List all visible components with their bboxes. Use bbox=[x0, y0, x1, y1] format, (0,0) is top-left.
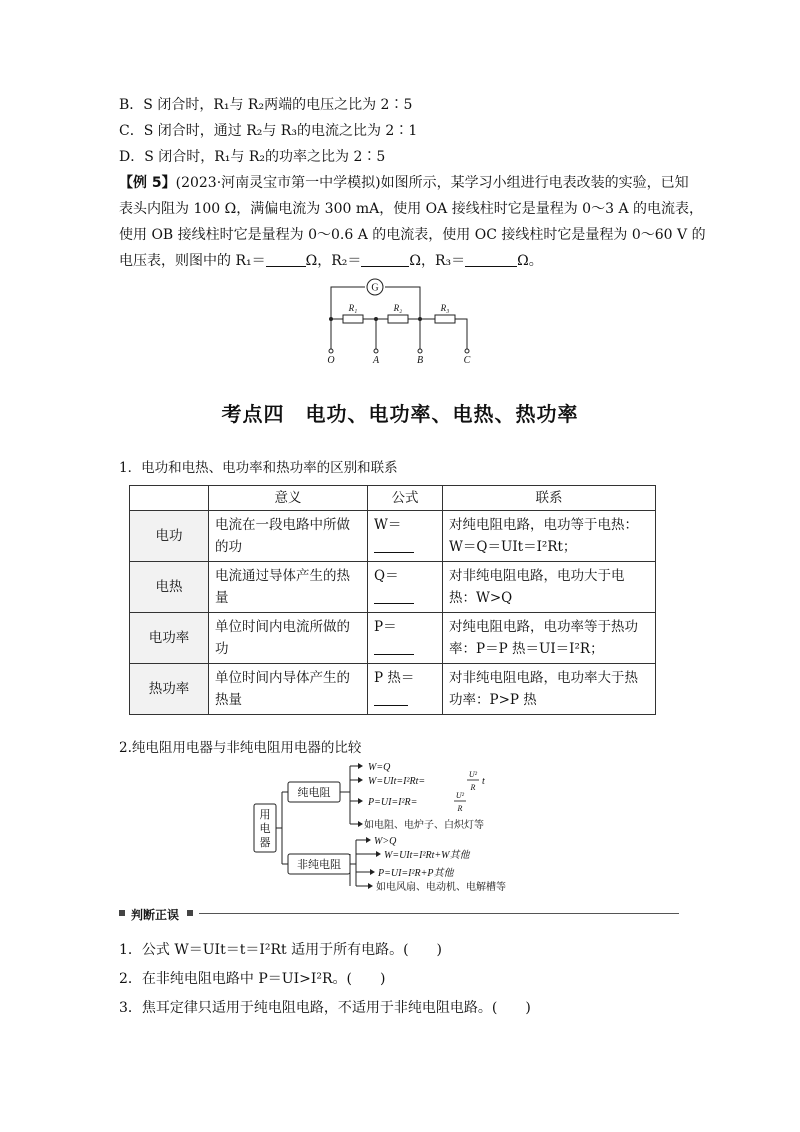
formula-blank[interactable] bbox=[374, 603, 414, 604]
row-relation: 对非纯电阻电路，电功大于电热：W>Q bbox=[443, 562, 656, 613]
table-row bbox=[130, 562, 656, 613]
formula-text: W＝ bbox=[374, 517, 402, 533]
pure-frac-den-1: R bbox=[470, 783, 476, 792]
terminal-c-label: C bbox=[463, 355, 471, 365]
table-row bbox=[130, 613, 656, 664]
table-header-row bbox=[130, 486, 656, 511]
galvanometer-label: G bbox=[371, 282, 379, 294]
subsection-1-title: 1．电功和电热、电功率和热功率的区别和联系 bbox=[119, 460, 398, 476]
row-name: 电功率 bbox=[130, 613, 209, 664]
pure-item-1: W=Q bbox=[368, 762, 391, 773]
terminal-a bbox=[374, 349, 378, 353]
divider bbox=[199, 913, 679, 914]
judge-header bbox=[119, 906, 679, 922]
table-header-cell: 公式 bbox=[368, 486, 443, 511]
r2-label: R₂ bbox=[393, 303, 403, 313]
option-d: D．S 闭合时，R₁与 R₂的功率之比为 2∶5 bbox=[119, 149, 386, 165]
root-char-3: 器 bbox=[259, 837, 271, 849]
terminal-o bbox=[329, 349, 333, 353]
terminal-o-label: O bbox=[327, 355, 335, 365]
example-tag: 【例 5】 bbox=[119, 175, 176, 191]
wire-right-top bbox=[385, 287, 420, 319]
judge-item-3: 3．焦耳定律只适用于纯电阻电路，不适用于非纯电阻电路。( ) bbox=[119, 1000, 531, 1016]
example-line-3: 使用 OB 接线柱时它是量程为 0～0.6 A 的电流表，使用 OC 接线柱时它是量程为 0～60 V 的 bbox=[119, 227, 706, 243]
terminal-c bbox=[465, 349, 469, 353]
example-line-4 bbox=[119, 251, 543, 271]
answer-blank-r2[interactable] bbox=[361, 266, 409, 267]
nonpure-item-3: P=UI=I²R+P其他 bbox=[378, 868, 454, 879]
formula-blank[interactable] bbox=[374, 705, 408, 706]
table-header-cell: 意义 bbox=[209, 486, 368, 511]
resistor-r1 bbox=[343, 315, 363, 323]
root-char-1: 用 bbox=[259, 809, 271, 821]
table-row bbox=[130, 664, 656, 715]
pure-item-4: 如电阻、电炉子、白炽灯等 bbox=[364, 820, 484, 831]
row-meaning: 电流在一段电路中所做的功 bbox=[209, 511, 368, 562]
row-relation: 对非纯电阻电路，电功率大于热功率：P>P 热 bbox=[443, 664, 656, 715]
pure-item-2: W=UIt=I²Rt= bbox=[368, 776, 426, 787]
section-title: 考点四 电功、电功率、电热、热功率 bbox=[221, 402, 579, 426]
example-text-4d: Ω。 bbox=[517, 253, 543, 269]
square-bullet-icon bbox=[119, 910, 125, 916]
row-name: 热功率 bbox=[130, 664, 209, 715]
circuit-diagram bbox=[315, 275, 495, 365]
example-text-4c: Ω，R₃＝ bbox=[409, 253, 466, 269]
formula-text: P＝ bbox=[374, 619, 397, 635]
example-line-1 bbox=[119, 173, 689, 193]
judge-item-2: 2．在非纯电阻电路中 P＝UI>I²R。( ) bbox=[119, 971, 386, 987]
example-text-4a: 电压表，则图中的 R₁＝ bbox=[119, 253, 266, 269]
pure-frac-num-1: U² bbox=[468, 770, 478, 779]
row-meaning: 单位时间内导体产生的热量 bbox=[209, 664, 368, 715]
nonpure-label: 非纯电阻 bbox=[297, 859, 341, 871]
answer-blank-r1[interactable] bbox=[266, 266, 306, 267]
row-meaning: 电流通过导体产生的热量 bbox=[209, 562, 368, 613]
table-header-cell bbox=[130, 486, 209, 511]
pure-frac-den-2: R bbox=[457, 804, 463, 813]
comparison-table bbox=[129, 485, 656, 715]
example-line-2: 表头内阻为 100 Ω，满偏电流为 300 mA，使用 OA 接线柱时它是量程为 0～3 A 的电流表， bbox=[119, 201, 703, 217]
option-c: C．S 闭合时，通过 R₂与 R₃的电流之比为 2∶1 bbox=[119, 123, 418, 139]
root-char-2: 电 bbox=[259, 823, 271, 835]
example-text-1: (2023·河南灵宝市第一中学模拟)如图所示，某学习小组进行电表改装的实验，已知 bbox=[175, 175, 689, 191]
nonpure-item-4: 如电风扇、电动机、电解槽等 bbox=[376, 882, 506, 893]
row-name: 电热 bbox=[130, 562, 209, 613]
row-name: 电功 bbox=[130, 511, 209, 562]
judge-title: 判断正误 bbox=[131, 908, 180, 922]
formula-text: Q＝ bbox=[374, 568, 399, 584]
example-text-4b: Ω，R₂＝ bbox=[305, 253, 362, 269]
terminal-b-label: B bbox=[416, 355, 424, 365]
subsection-2-title: 2.纯电阻用电器与非纯电阻用电器的比较 bbox=[119, 740, 362, 756]
row-relation: 对纯电阻电路，电功等于电热：W＝Q＝UIt＝I²Rt； bbox=[443, 511, 656, 562]
device-comparison-tree bbox=[250, 760, 570, 900]
row-meaning: 单位时间内电流所做的功 bbox=[209, 613, 368, 664]
r3-label: R₃ bbox=[440, 303, 450, 313]
terminal-b bbox=[418, 349, 422, 353]
nonpure-item-2: W=UIt=I²Rt+W其他 bbox=[384, 850, 470, 861]
row-formula bbox=[368, 511, 443, 562]
resistor-r2 bbox=[388, 315, 408, 323]
resistor-r3 bbox=[435, 315, 455, 323]
row-formula bbox=[368, 613, 443, 664]
r1-label: R₁ bbox=[348, 303, 358, 313]
pure-item-3: P=UI=I²R= bbox=[368, 797, 418, 808]
row-formula bbox=[368, 664, 443, 715]
pure-frac-num-2: U² bbox=[455, 791, 465, 800]
row-relation: 对纯电阻电路，电功率等于热功率：P＝P 热＝UI＝I²R； bbox=[443, 613, 656, 664]
formula-blank[interactable] bbox=[374, 654, 414, 655]
square-bullet-icon bbox=[187, 910, 193, 916]
pure-label: 纯电阻 bbox=[297, 787, 331, 799]
row-formula bbox=[368, 562, 443, 613]
option-b: B．S 闭合时，R₁与 R₂两端的电压之比为 2∶5 bbox=[119, 97, 413, 113]
answer-blank-r3[interactable] bbox=[465, 266, 517, 267]
formula-blank[interactable] bbox=[374, 552, 414, 553]
nonpure-item-1: W>Q bbox=[374, 836, 397, 847]
pure-frac-t: t bbox=[482, 776, 485, 787]
terminal-a-label: A bbox=[372, 355, 380, 365]
table-header-cell: 联系 bbox=[443, 486, 656, 511]
judge-item-1: 1．公式 W＝UIt＝t＝I²Rt 适用于所有电路。( ) bbox=[119, 942, 443, 958]
formula-text: P 热＝ bbox=[374, 670, 415, 686]
table-row bbox=[130, 511, 656, 562]
